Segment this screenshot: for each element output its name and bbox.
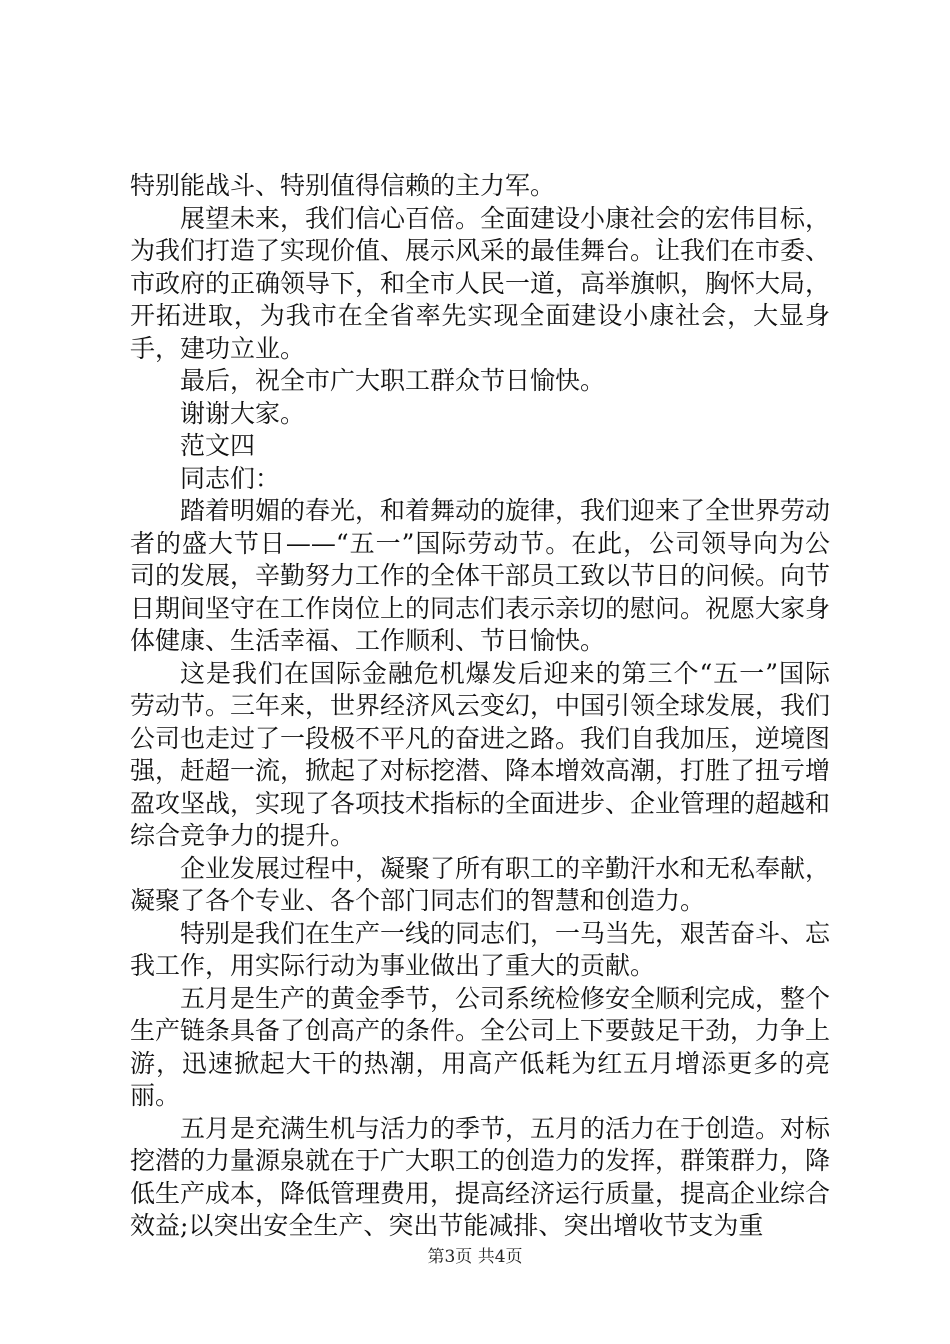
paragraph-development: 企业发展过程中，凝聚了所有职工的辛勤汗水和无私奉献，凝聚了各个专业、各个部门同志们的智慧和创造力。	[130, 853, 831, 915]
salutation: 同志们：	[180, 463, 281, 493]
page-footer: 第3页 共4页	[427, 1247, 523, 1267]
paragraph-review: 这是我们在国际金融危机爆发后迎来的第三个“五一”国际劳动节。三年来，世界经济风云变幻，中国引领全球发展，我们公司也走过了一段极不平凡的奋进之路。我们自我加压，逆境图强，赶超一流，掀起了对标挖潜、降本增效高潮，打胜了扭亏增盈攻坚战，实现了各项技术指标的全面进步、企业管理的超越和综合竞争力的提升。	[130, 658, 831, 850]
paragraph-greeting: 踏着明媚的春光，和着舞动的旋律，我们迎来了全世界劳动者的盛大节日——“五一”国际劳动节。在此，公司领导向为公司的发展，辛勤努力工作的全体干部员工致以节日的问候。向节日期间坚守在工作岗位上的同志们表示亲切的慰问。祝愿大家身体健康、生活幸福、工作顺利、节日愉快。	[130, 496, 831, 655]
paragraph-closing-wish: 最后，祝全市广大职工群众节日愉快。	[180, 366, 606, 395]
paragraph-continuation: 特别能战斗、特别值得信赖的主力军。	[130, 171, 556, 200]
document-body	[130, 170, 830, 1243]
paragraph-may-production: 五月是生产的黄金季节，公司系统检修安全顺利完成，整个生产链条具备了创高产的条件。全公司上下要鼓足干劲，力争上游，迅速掀起大干的热潮，用高产低耗为红五月增添更多的亮丽。	[130, 983, 831, 1110]
paragraph-outlook: 展望未来，我们信心百倍。全面建设小康社会的宏伟目标，为我们打造了实现价值、展示风采的最佳舞台。让我们在市委、市政府的正确领导下，和全市人民一道，高举旗帜，胸怀大局，开拓进取，为我市在全省率先实现全面建设小康社会，大显身手，建功立业。	[130, 203, 831, 363]
paragraph-thanks: 谢谢大家。	[180, 398, 306, 428]
paragraph-frontline: 特别是我们在生产一线的同志们，一马当先，艰苦奋斗、忘我工作，用实际行动为事业做出了重大的贡献。	[130, 918, 831, 980]
section-title: 范文四	[180, 431, 256, 460]
paragraph-may-vitality: 五月是充满生机与活力的季节，五月的活力在于创造。对标挖潜的力量源泉就在于广大职工的创造力的发挥，群策群力，降低生产成本，降低管理费用，提高经济运行质量，提高企业综合效益;以突出安全生产、突出节能减排、突出增收节支为重	[130, 1113, 831, 1240]
